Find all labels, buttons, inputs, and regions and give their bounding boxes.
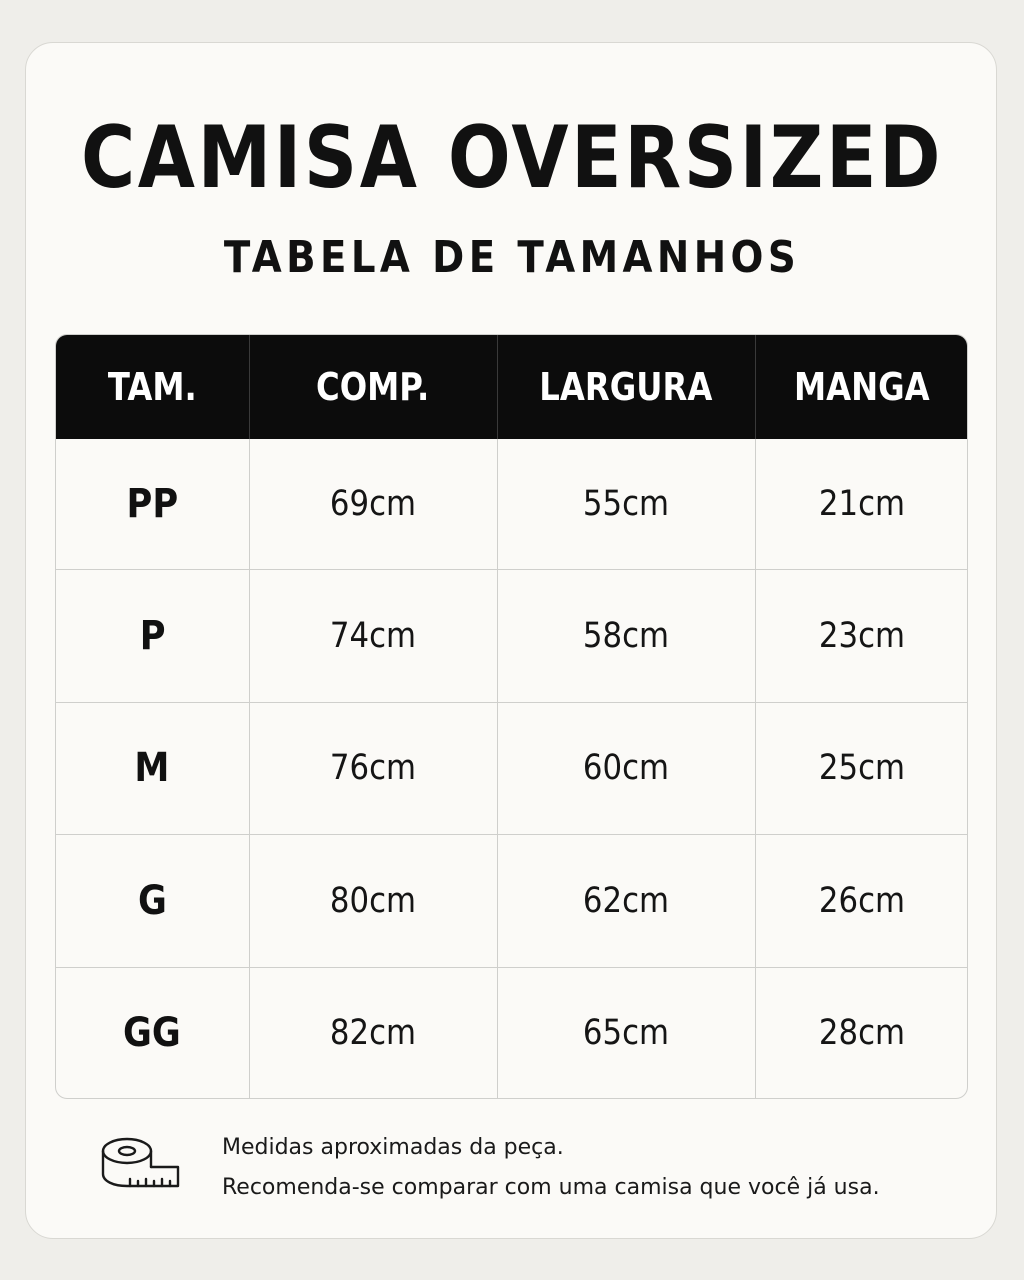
column-header-sleeve: MANGA bbox=[755, 335, 968, 439]
table-row bbox=[56, 439, 968, 570]
width-cell: 55cm bbox=[497, 439, 755, 570]
sleeve-cell: 28cm bbox=[819, 1012, 906, 1053]
table-row bbox=[56, 702, 968, 834]
width-cell: 65cm bbox=[497, 967, 755, 1098]
measuring-tape-icon bbox=[100, 1134, 182, 1190]
sleeve-cell: 25cm bbox=[755, 702, 968, 834]
table-header-row bbox=[56, 335, 968, 439]
width-cell: 60cm bbox=[497, 702, 755, 834]
column-header-length: COMP. bbox=[249, 335, 497, 439]
table-body bbox=[56, 439, 968, 1098]
table-row bbox=[56, 570, 968, 702]
size-table bbox=[56, 335, 968, 1098]
table-row bbox=[56, 835, 968, 967]
length-cell: 69cm bbox=[249, 439, 497, 570]
size-table-container bbox=[55, 334, 968, 1099]
sleeve-cell: 26cm bbox=[755, 835, 968, 967]
length-cell: 82cm bbox=[249, 967, 497, 1098]
size-cell: P bbox=[56, 570, 249, 702]
sleeve-cell: 21cm bbox=[755, 439, 968, 570]
table-row bbox=[56, 967, 968, 1098]
width-cell: 62cm bbox=[497, 835, 755, 967]
column-header-width: LARGURA bbox=[497, 335, 755, 439]
column-header-size: TAM. bbox=[56, 335, 249, 439]
size-cell: G bbox=[56, 835, 249, 967]
sleeve-cell: 23cm bbox=[755, 570, 968, 702]
length-cell: 74cm bbox=[249, 570, 497, 702]
width-cell: 58cm bbox=[497, 570, 755, 702]
size-cell: PP bbox=[56, 439, 249, 570]
length-cell: 80cm bbox=[249, 835, 497, 967]
page-title: CAMISA OVERSIZED bbox=[80, 108, 944, 208]
size-cell: M bbox=[56, 702, 249, 834]
footer-note-compare: Recomenda-se comparar com uma camisa que você já usa. bbox=[222, 1175, 880, 1200]
page-subtitle: TABELA DE TAMANHOS bbox=[223, 232, 801, 283]
length-cell: 76cm bbox=[249, 702, 497, 834]
table-header bbox=[56, 335, 968, 439]
size-cell: GG bbox=[56, 967, 249, 1098]
footer-note-approximate: Medidas aproximadas da peça. bbox=[222, 1135, 564, 1160]
